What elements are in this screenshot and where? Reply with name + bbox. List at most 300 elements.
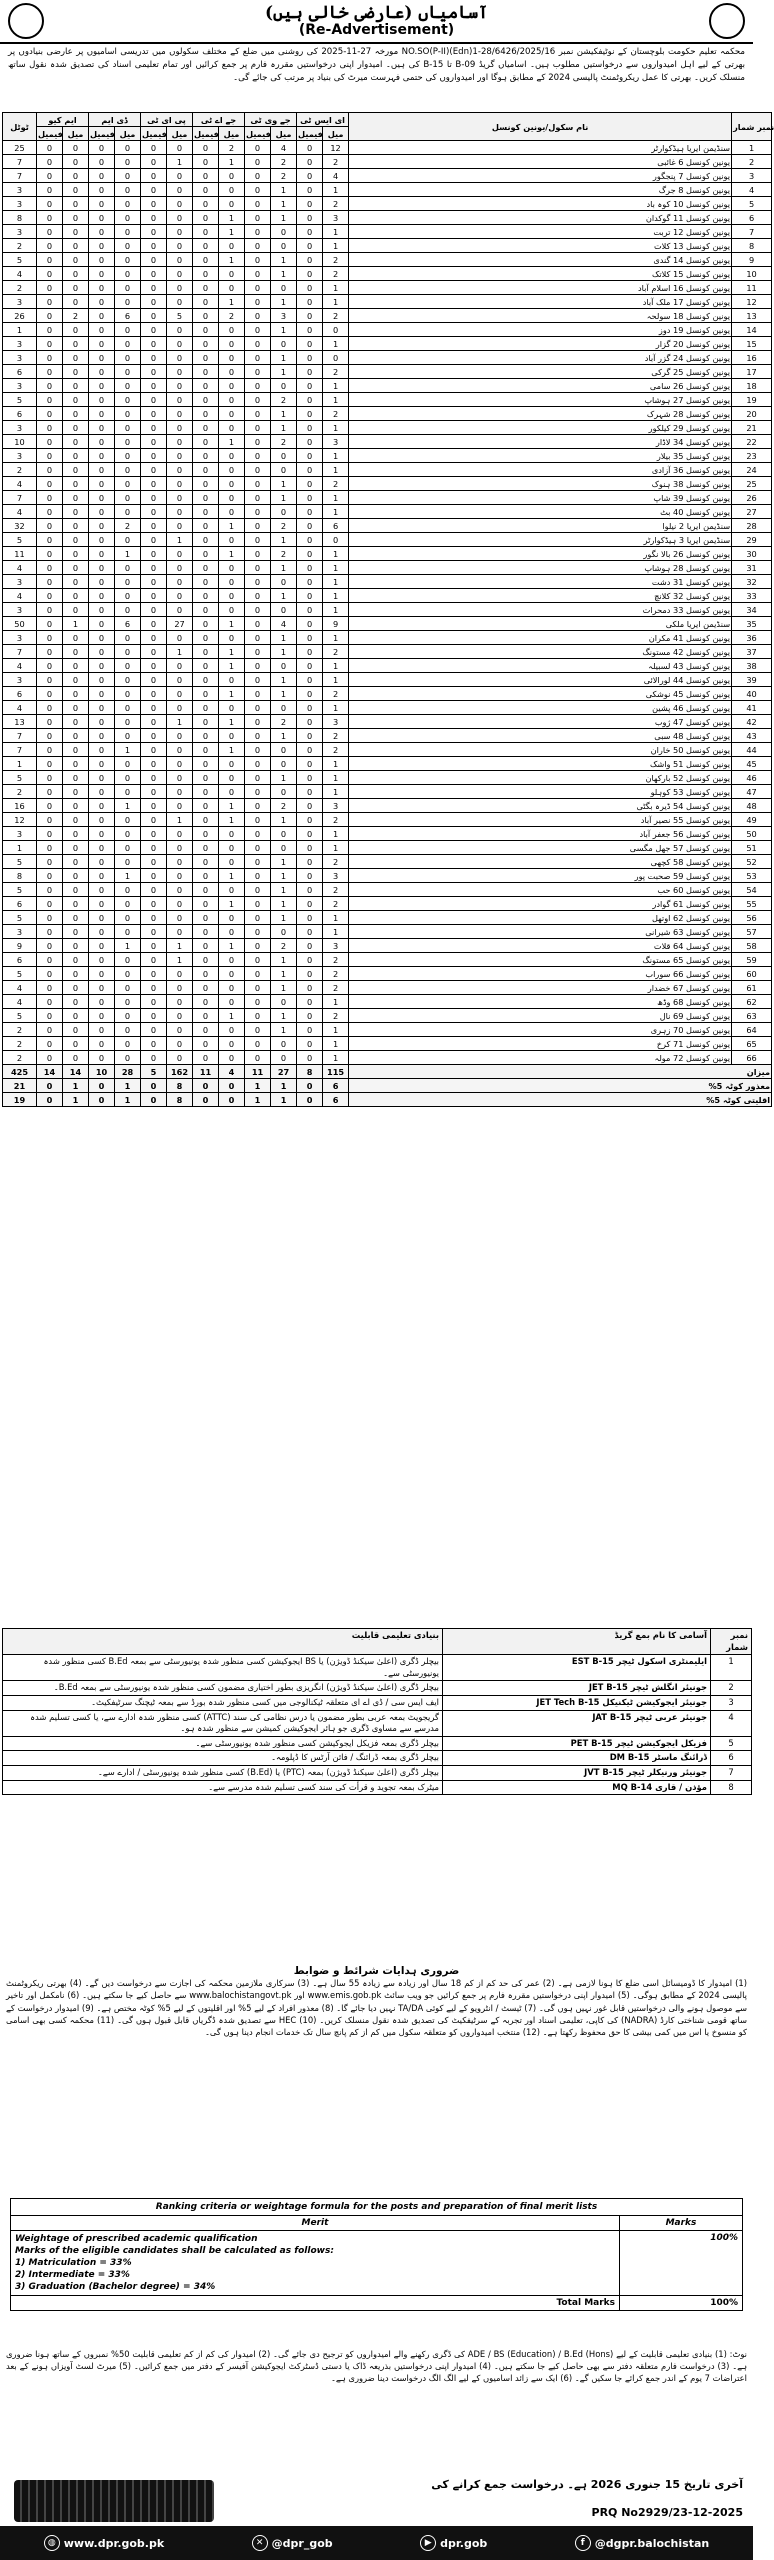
row-total: 3 bbox=[3, 351, 37, 365]
table-row bbox=[3, 995, 772, 1009]
row-value: 0 bbox=[37, 435, 63, 449]
row-value: 0 bbox=[245, 897, 271, 911]
totals-value: 6 bbox=[323, 1079, 349, 1093]
row-value: 0 bbox=[63, 981, 89, 995]
marks-line: Marks of the eligible candidates shall be calculated as follows: bbox=[15, 2246, 334, 2256]
row-value: 1 bbox=[323, 771, 349, 785]
row-value: 0 bbox=[245, 211, 271, 225]
row-value: 0 bbox=[115, 463, 141, 477]
row-value: 0 bbox=[141, 1023, 167, 1037]
totals-value: 1 bbox=[63, 1093, 89, 1107]
serial-number: 19 bbox=[732, 393, 772, 407]
row-value: 0 bbox=[219, 393, 245, 407]
school-name: یونین کونسل 70 زہری bbox=[349, 1023, 732, 1037]
serial-number: 44 bbox=[732, 743, 772, 757]
row-value: 2 bbox=[323, 477, 349, 491]
ranking-table bbox=[10, 2198, 743, 2311]
row-value: 0 bbox=[167, 295, 193, 309]
row-value: 0 bbox=[193, 1037, 219, 1051]
row-total: 7 bbox=[3, 645, 37, 659]
table-row bbox=[3, 645, 772, 659]
row-value: 0 bbox=[115, 1051, 141, 1065]
row-value: 0 bbox=[141, 295, 167, 309]
row-value: 0 bbox=[63, 155, 89, 169]
row-value: 1 bbox=[323, 785, 349, 799]
row-value: 0 bbox=[115, 897, 141, 911]
row-value: 0 bbox=[89, 519, 115, 533]
row-value: 0 bbox=[323, 351, 349, 365]
serial-number: 5 bbox=[732, 197, 772, 211]
row-value: 0 bbox=[167, 561, 193, 575]
totals-value: 1 bbox=[115, 1093, 141, 1107]
row-value: 0 bbox=[297, 365, 323, 379]
row-value: 2 bbox=[323, 253, 349, 267]
school-name: یونین کونسل 52 بارکھان bbox=[349, 771, 732, 785]
row-value: 1 bbox=[323, 1051, 349, 1065]
weightage-item: 2) Intermediate = 33% bbox=[15, 2270, 130, 2280]
row-value: 0 bbox=[193, 323, 219, 337]
post-name: جونیئر ورنیکلر ٹیچر JVT B-15 bbox=[443, 1765, 711, 1780]
row-value: 0 bbox=[37, 715, 63, 729]
school-name: یونین کونسل 46 پشین bbox=[349, 701, 732, 715]
row-value: 1 bbox=[271, 673, 297, 687]
school-name: یونین کونسل 55 نصیر آباد bbox=[349, 813, 732, 827]
table-row bbox=[3, 883, 772, 897]
footer-social-1[interactable] bbox=[252, 2535, 333, 2551]
qualification-text: میٹرک بمعہ تجوید و قرأت کی سند کسی تسلیم شدہ مدرسے سے۔ bbox=[3, 1780, 443, 1795]
totals-value: 27 bbox=[271, 1065, 297, 1079]
table-row bbox=[3, 365, 772, 379]
row-value: 1 bbox=[323, 225, 349, 239]
row-value: 1 bbox=[219, 519, 245, 533]
serial-number: 17 bbox=[732, 365, 772, 379]
row-value: 0 bbox=[245, 939, 271, 953]
row-total: 11 bbox=[3, 547, 37, 561]
female-header: فیمیل bbox=[298, 128, 323, 139]
row-value: 0 bbox=[89, 253, 115, 267]
row-total: 4 bbox=[3, 561, 37, 575]
footer-social-3[interactable] bbox=[575, 2535, 709, 2551]
row-value: 0 bbox=[297, 645, 323, 659]
row-value: 0 bbox=[297, 533, 323, 547]
row-value: 0 bbox=[193, 533, 219, 547]
row-value: 1 bbox=[167, 813, 193, 827]
row-value: 0 bbox=[89, 771, 115, 785]
row-value: 2 bbox=[323, 967, 349, 981]
row-value: 0 bbox=[115, 785, 141, 799]
row-total: 2 bbox=[3, 1023, 37, 1037]
row-value: 1 bbox=[219, 659, 245, 673]
school-name: یونین کونسل 28 شہرک bbox=[349, 407, 732, 421]
row-value: 0 bbox=[219, 505, 245, 519]
row-value: 0 bbox=[141, 239, 167, 253]
school-name: یونین کونسل 34 لاڈار bbox=[349, 435, 732, 449]
post-name: ایلیمنٹری اسکول ٹیچر EST B-15 bbox=[443, 1655, 711, 1681]
row-value: 0 bbox=[193, 925, 219, 939]
row-value: 1 bbox=[323, 183, 349, 197]
male-header: میل bbox=[271, 127, 297, 141]
row-value: 1 bbox=[323, 589, 349, 603]
row-value: 0 bbox=[297, 351, 323, 365]
row-value: 0 bbox=[271, 995, 297, 1009]
row-value: 3 bbox=[323, 799, 349, 813]
row-value: 0 bbox=[245, 197, 271, 211]
row-value: 0 bbox=[193, 365, 219, 379]
row-value: 0 bbox=[63, 337, 89, 351]
row-value: 0 bbox=[297, 673, 323, 687]
serial-number: 46 bbox=[732, 771, 772, 785]
row-value: 0 bbox=[193, 911, 219, 925]
serial-number: 32 bbox=[732, 575, 772, 589]
row-value: 0 bbox=[63, 1009, 89, 1023]
row-value: 6 bbox=[115, 309, 141, 323]
row-value: 0 bbox=[167, 407, 193, 421]
row-value: 1 bbox=[323, 505, 349, 519]
school-name: یونین کونسل 38 ہنوک bbox=[349, 477, 732, 491]
row-value: 0 bbox=[219, 785, 245, 799]
row-value: 0 bbox=[245, 295, 271, 309]
row-value: 0 bbox=[271, 701, 297, 715]
school-name: یونین کونسل 42 مستونگ bbox=[349, 645, 732, 659]
row-total: 3 bbox=[3, 673, 37, 687]
row-value: 1 bbox=[271, 911, 297, 925]
row-value: 0 bbox=[167, 799, 193, 813]
school-name: یونین کونسل 71 کرخ bbox=[349, 1037, 732, 1051]
serial-number: 2 bbox=[732, 155, 772, 169]
row-value: 0 bbox=[63, 547, 89, 561]
row-value: 1 bbox=[271, 561, 297, 575]
post-header: جے وی ٹی bbox=[245, 113, 297, 127]
row-value: 0 bbox=[37, 491, 63, 505]
row-value: 0 bbox=[245, 1009, 271, 1023]
qual-row bbox=[3, 1736, 752, 1751]
row-value: 0 bbox=[141, 869, 167, 883]
table-row bbox=[3, 393, 772, 407]
school-name: یونین کونسل 44 لورالائی bbox=[349, 673, 732, 687]
row-value: 0 bbox=[63, 519, 89, 533]
row-value: 3 bbox=[323, 211, 349, 225]
row-value: 0 bbox=[37, 309, 63, 323]
row-value: 0 bbox=[245, 645, 271, 659]
row-value: 0 bbox=[89, 491, 115, 505]
row-value: 2 bbox=[271, 519, 297, 533]
row-value: 0 bbox=[141, 925, 167, 939]
row-value: 0 bbox=[193, 589, 219, 603]
row-value: 1 bbox=[219, 897, 245, 911]
row-value: 0 bbox=[89, 141, 115, 155]
school-name: یونین کونسل 18 سولحہ bbox=[349, 309, 732, 323]
row-value: 0 bbox=[245, 309, 271, 323]
row-value: 1 bbox=[271, 267, 297, 281]
row-value: 6 bbox=[323, 519, 349, 533]
row-value: 1 bbox=[219, 813, 245, 827]
row-value: 0 bbox=[219, 337, 245, 351]
row-value: 0 bbox=[219, 883, 245, 897]
serial-number: 25 bbox=[732, 477, 772, 491]
row-value: 0 bbox=[245, 953, 271, 967]
row-value: 0 bbox=[297, 715, 323, 729]
totals-value: 115 bbox=[323, 1065, 349, 1079]
row-value: 0 bbox=[37, 925, 63, 939]
row-value: 1 bbox=[271, 953, 297, 967]
row-value: 0 bbox=[193, 869, 219, 883]
row-value: 1 bbox=[167, 939, 193, 953]
row-value: 0 bbox=[37, 729, 63, 743]
row-value: 0 bbox=[115, 323, 141, 337]
row-value: 1 bbox=[271, 631, 297, 645]
row-value: 0 bbox=[245, 169, 271, 183]
table-row bbox=[3, 771, 772, 785]
school-name: یونین کونسل 20 گزار bbox=[349, 337, 732, 351]
row-value: 1 bbox=[271, 897, 297, 911]
row-value: 0 bbox=[193, 407, 219, 421]
row-value: 0 bbox=[193, 981, 219, 995]
totals-value: 1 bbox=[63, 1079, 89, 1093]
school-name: یونین کونسل 6 غائبی bbox=[349, 155, 732, 169]
row-value: 0 bbox=[219, 421, 245, 435]
table-row bbox=[3, 1023, 772, 1037]
row-value: 0 bbox=[63, 393, 89, 407]
row-value: 0 bbox=[115, 365, 141, 379]
footer-social-2[interactable] bbox=[420, 2535, 487, 2551]
row-value: 1 bbox=[323, 673, 349, 687]
row-value: 0 bbox=[37, 771, 63, 785]
row-value: 0 bbox=[167, 841, 193, 855]
row-value: 1 bbox=[323, 603, 349, 617]
row-value: 0 bbox=[37, 939, 63, 953]
row-value: 0 bbox=[141, 785, 167, 799]
total-header: ٹوٹل bbox=[3, 113, 37, 141]
row-value: 0 bbox=[245, 421, 271, 435]
table-row bbox=[3, 841, 772, 855]
row-value: 0 bbox=[219, 1037, 245, 1051]
serial-number: 20 bbox=[732, 407, 772, 421]
row-value: 0 bbox=[37, 589, 63, 603]
row-value: 0 bbox=[245, 813, 271, 827]
row-value: 2 bbox=[323, 365, 349, 379]
row-value: 0 bbox=[115, 631, 141, 645]
row-value: 0 bbox=[245, 1023, 271, 1037]
row-value: 0 bbox=[115, 393, 141, 407]
totals-value: 10 bbox=[89, 1065, 115, 1079]
row-value: 0 bbox=[63, 225, 89, 239]
post-name: جونیئر عربی ٹیچر JAT B-15 bbox=[443, 1710, 711, 1736]
row-value: 1 bbox=[271, 351, 297, 365]
row-value: 0 bbox=[37, 253, 63, 267]
row-total: 9 bbox=[3, 939, 37, 953]
row-total: 3 bbox=[3, 631, 37, 645]
school-name: یونین کونسل 16 اسلام آباد bbox=[349, 281, 732, 295]
row-value: 0 bbox=[193, 645, 219, 659]
school-name: یونین کونسل 57 جھل مگسی bbox=[349, 841, 732, 855]
row-value: 1 bbox=[271, 589, 297, 603]
footer-web[interactable] bbox=[44, 2535, 164, 2551]
row-value: 0 bbox=[37, 1037, 63, 1051]
school-name: یونین کونسل 26 سامی bbox=[349, 379, 732, 393]
row-value: 0 bbox=[193, 183, 219, 197]
school-name: یونین کونسل 15 کلاتک bbox=[349, 267, 732, 281]
row-value: 0 bbox=[63, 715, 89, 729]
row-value: 0 bbox=[141, 995, 167, 1009]
row-total: 3 bbox=[3, 379, 37, 393]
row-value: 0 bbox=[219, 673, 245, 687]
row-value: 0 bbox=[115, 561, 141, 575]
row-value: 0 bbox=[297, 897, 323, 911]
serial-number: 13 bbox=[732, 309, 772, 323]
row-value: 0 bbox=[193, 281, 219, 295]
table-row bbox=[3, 225, 772, 239]
row-value: 0 bbox=[245, 855, 271, 869]
serial-number: 50 bbox=[732, 827, 772, 841]
school-name: یونین کونسل 40 بٹ bbox=[349, 505, 732, 519]
row-value: 0 bbox=[297, 463, 323, 477]
row-value: 0 bbox=[271, 841, 297, 855]
row-value: 0 bbox=[37, 631, 63, 645]
serial-number: 7 bbox=[732, 225, 772, 239]
row-value: 0 bbox=[89, 1051, 115, 1065]
row-value: 0 bbox=[167, 659, 193, 673]
row-value: 0 bbox=[141, 953, 167, 967]
row-value: 0 bbox=[167, 687, 193, 701]
row-total: 3 bbox=[3, 197, 37, 211]
row-value: 0 bbox=[297, 925, 323, 939]
row-value: 0 bbox=[37, 827, 63, 841]
row-value: 0 bbox=[89, 1023, 115, 1037]
serial-number: 33 bbox=[732, 589, 772, 603]
row-value: 2 bbox=[63, 309, 89, 323]
serial-number: 22 bbox=[732, 435, 772, 449]
row-value: 0 bbox=[245, 841, 271, 855]
row-value: 0 bbox=[89, 337, 115, 351]
row-value: 0 bbox=[271, 659, 297, 673]
row-value: 0 bbox=[37, 183, 63, 197]
row-value: 0 bbox=[167, 435, 193, 449]
row-value: 0 bbox=[193, 841, 219, 855]
row-value: 0 bbox=[193, 897, 219, 911]
table-row bbox=[3, 981, 772, 995]
totals-total: 21 bbox=[3, 1079, 37, 1093]
row-value: 0 bbox=[63, 911, 89, 925]
row-value: 0 bbox=[193, 785, 219, 799]
row-value: 0 bbox=[89, 561, 115, 575]
row-value: 0 bbox=[297, 939, 323, 953]
row-value: 0 bbox=[37, 701, 63, 715]
table-row bbox=[3, 673, 772, 687]
row-value: 5 bbox=[167, 309, 193, 323]
row-value: 3 bbox=[271, 309, 297, 323]
row-value: 0 bbox=[63, 253, 89, 267]
row-value: 0 bbox=[297, 953, 323, 967]
row-value: 0 bbox=[37, 393, 63, 407]
row-value: 0 bbox=[37, 1051, 63, 1065]
totals-label: معذور کوٹہ 5% bbox=[349, 1079, 772, 1093]
table-row bbox=[3, 1051, 772, 1065]
totals-value: 14 bbox=[63, 1065, 89, 1079]
row-value: 0 bbox=[141, 645, 167, 659]
row-value: 0 bbox=[245, 827, 271, 841]
row-total: 12 bbox=[3, 813, 37, 827]
totals-value: 1 bbox=[271, 1079, 297, 1093]
title-urdu: آسامیاں (عارضی خالی ہیں) bbox=[264, 3, 489, 23]
row-value: 0 bbox=[141, 211, 167, 225]
row-value: 0 bbox=[63, 701, 89, 715]
table-row bbox=[3, 547, 772, 561]
row-value: 1 bbox=[271, 813, 297, 827]
row-value: 0 bbox=[37, 855, 63, 869]
serial-number: 49 bbox=[732, 813, 772, 827]
school-name: یونین کونسل 54 ڈیرہ بگٹی bbox=[349, 799, 732, 813]
row-value: 0 bbox=[37, 407, 63, 421]
qual-number: 8 bbox=[711, 1780, 752, 1795]
row-value: 0 bbox=[193, 575, 219, 589]
row-value: 0 bbox=[271, 463, 297, 477]
totals-value: 28 bbox=[115, 1065, 141, 1079]
row-value: 0 bbox=[89, 981, 115, 995]
school-name: یونین کونسل 51 واشک bbox=[349, 757, 732, 771]
table-row bbox=[3, 617, 772, 631]
row-value: 0 bbox=[115, 1023, 141, 1037]
row-value: 2 bbox=[115, 519, 141, 533]
table-row bbox=[3, 183, 772, 197]
row-value: 1 bbox=[219, 211, 245, 225]
row-value: 0 bbox=[141, 603, 167, 617]
serial-number: 65 bbox=[732, 1037, 772, 1051]
row-value: 0 bbox=[297, 449, 323, 463]
row-value: 0 bbox=[297, 435, 323, 449]
school-name: یونین کونسل 72 مولہ bbox=[349, 1051, 732, 1065]
post-name: جونیئر ایجوکیشن ٹیکنیکل JET Tech B-15 bbox=[443, 1695, 711, 1710]
row-value: 0 bbox=[89, 547, 115, 561]
row-value: 0 bbox=[245, 785, 271, 799]
row-value: 0 bbox=[219, 449, 245, 463]
row-total: 8 bbox=[3, 211, 37, 225]
row-value: 1 bbox=[323, 575, 349, 589]
row-value: 1 bbox=[271, 183, 297, 197]
serial-number: 64 bbox=[732, 1023, 772, 1037]
row-total: 3 bbox=[3, 295, 37, 309]
row-value: 0 bbox=[63, 785, 89, 799]
row-value: 1 bbox=[219, 225, 245, 239]
row-value: 0 bbox=[89, 631, 115, 645]
row-total: 6 bbox=[3, 365, 37, 379]
row-total: 26 bbox=[3, 309, 37, 323]
row-value: 0 bbox=[193, 883, 219, 897]
terms-section bbox=[6, 1965, 747, 2190]
table-row bbox=[3, 561, 772, 575]
row-value: 0 bbox=[167, 379, 193, 393]
row-value: 0 bbox=[297, 575, 323, 589]
row-value: 0 bbox=[245, 589, 271, 603]
row-value: 0 bbox=[37, 155, 63, 169]
totals-value: 1 bbox=[245, 1079, 271, 1093]
row-value: 1 bbox=[115, 743, 141, 757]
totals-value: 1 bbox=[271, 1093, 297, 1107]
row-value: 0 bbox=[89, 617, 115, 631]
row-value: 0 bbox=[297, 239, 323, 253]
last-date: آخری تاریخ 15 جنوری 2026 ہے۔ درخواست جمع کرانے کی bbox=[431, 2478, 743, 2491]
row-value: 1 bbox=[219, 799, 245, 813]
row-value: 0 bbox=[193, 463, 219, 477]
row-value: 0 bbox=[193, 379, 219, 393]
row-value: 0 bbox=[89, 785, 115, 799]
row-value: 0 bbox=[37, 323, 63, 337]
row-value: 0 bbox=[245, 771, 271, 785]
serial-number: 47 bbox=[732, 785, 772, 799]
qual-number: 7 bbox=[711, 1765, 752, 1780]
row-value: 0 bbox=[193, 337, 219, 351]
table-row bbox=[3, 421, 772, 435]
page-header bbox=[0, 0, 753, 44]
